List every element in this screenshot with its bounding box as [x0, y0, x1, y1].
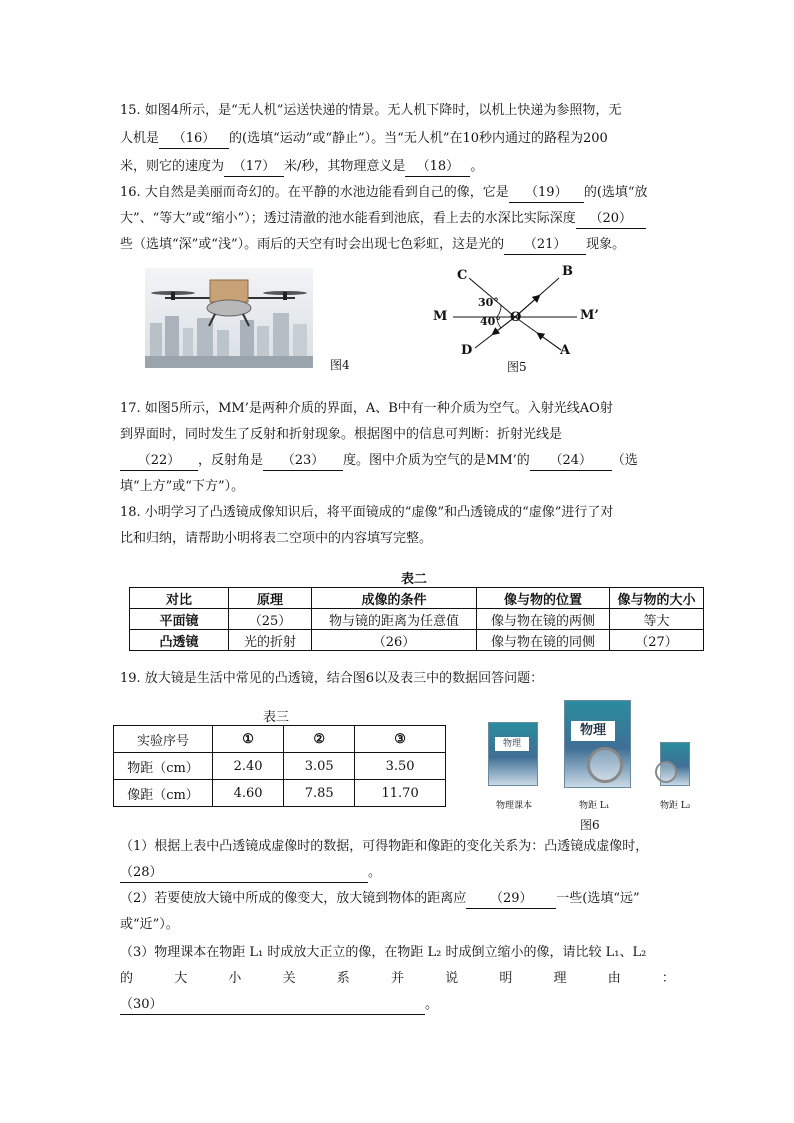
blank-18[interactable]: （18）: [405, 158, 470, 177]
label-A: A: [560, 343, 571, 358]
table-cell: 11.70: [355, 780, 446, 807]
q15-text: 米/秒，其物理意义是: [284, 159, 406, 174]
q15-text: 的(选填“运动”或“静止”）。当“无人机”在10秒内通过的路程为200: [229, 131, 608, 146]
fig5-caption: 图5: [507, 360, 527, 374]
label-M: M: [433, 309, 448, 324]
table-header: ①: [213, 726, 284, 753]
q15-line3: [120, 156, 680, 178]
char: 系: [336, 971, 350, 986]
sub3-spread-text: [120, 968, 675, 990]
table-cell: 7.85: [284, 780, 355, 807]
table-header-row: [130, 588, 704, 609]
table-cell: 物与镜的距离为任意值: [312, 609, 477, 630]
q18-line1: 18. 小明学习了凸透镜成像知识后，将平面镜成的“虚像”和凸透镜成的“虚像”进行了对: [120, 505, 614, 520]
blank-25[interactable]: （25）: [229, 609, 312, 630]
q17-text: 度。图中介质为空气的是MM’的: [343, 453, 530, 468]
fig6-label-1: 物理课本: [496, 801, 533, 811]
table-header: 原理: [229, 588, 312, 609]
table-cell: 4.60: [213, 780, 284, 807]
label-angle-40: 40°: [480, 315, 501, 328]
table-cell: 3.05: [284, 753, 355, 780]
table-cell: 像与物在镜的同侧: [477, 630, 610, 651]
label-O: O: [510, 310, 522, 325]
char: 大: [174, 971, 188, 986]
blank-27[interactable]: （27）: [610, 630, 704, 651]
book-title: 物理: [571, 721, 615, 741]
q17-line2: 到界面时，同时发生了反射和折射现象。根据图中的信息可判断：折射光线是: [120, 427, 563, 442]
blank-20[interactable]: （20）: [576, 210, 646, 229]
q17-line4: 填“上方”或“下方”）。: [120, 479, 245, 494]
drone-image: [145, 268, 313, 368]
blank-29[interactable]: （29）: [466, 890, 556, 909]
char: 由: [607, 971, 621, 986]
char: 并: [390, 971, 404, 986]
q19-line1: 19. 放大镜是生活中常见的凸透镜，结合图6以及表三中的数据回答问题：: [120, 671, 544, 686]
book-title: 物理: [495, 737, 529, 751]
sub2-text: （2）若要使放大镜中所成的像变大，放大镜到物体的距离应: [120, 891, 467, 906]
sub2-text: 一些(选填“远”: [556, 891, 640, 906]
q15-text: 米，则它的速度为: [120, 159, 225, 174]
q17-line1: 17. 如图5所示，MM’是两种介质的界面，A、B中有一种介质为空气。入射光线AO射: [120, 401, 613, 416]
char: 理: [553, 971, 567, 986]
table-cell: 平面镜: [130, 609, 229, 630]
table-header: 像与物的位置: [477, 588, 610, 609]
char: 的: [120, 971, 134, 986]
table-header: 像与物的大小: [610, 588, 704, 609]
table-cell: 3.50: [355, 753, 446, 780]
textbook-small-image: [660, 742, 690, 786]
table-cell: 2.40: [213, 753, 284, 780]
q16-line3: [120, 234, 680, 256]
fig6-caption: 图6: [580, 818, 600, 832]
blank-26[interactable]: （26）: [312, 630, 477, 651]
blank-21[interactable]: （21）: [504, 236, 586, 255]
sub3-end: 。: [425, 997, 439, 1012]
label-D: D: [461, 343, 473, 358]
blank-23[interactable]: （23）: [263, 452, 343, 471]
q16-text: 的(选填“放: [583, 185, 648, 200]
table-header: ③: [355, 726, 446, 753]
blank-30[interactable]: （30）: [120, 996, 425, 1015]
table3-title: 表三: [263, 710, 290, 725]
table-row: [130, 630, 704, 651]
q17-line3: [120, 450, 680, 472]
textbook-magnified-image: [564, 700, 631, 788]
table-row: [114, 780, 446, 807]
q15-line1: 15. 如图4所示，是“无人机”运送快递的情景。无人机下降时，以机上快递为参照物，无: [120, 103, 622, 118]
q16-line1: [120, 182, 680, 204]
sub3-line1: （3）物理课本在物距 L₁ 时成放大正立的像，在物距 L₂ 时成倒立缩小的像，请比较 L₁、L₂: [120, 945, 647, 960]
q16-text: 16. 大自然是美丽而奇幻的。在平静的水池边能看到自己的像，它是: [120, 185, 509, 200]
char: 小: [228, 971, 242, 986]
fig6-label-2: 物距 L₁: [579, 801, 610, 811]
table-row: [114, 753, 446, 780]
q16-text: 现象。: [586, 237, 626, 252]
blank-22[interactable]: （22）: [120, 452, 198, 471]
table-cell: 光的折射: [229, 630, 312, 651]
table-cell: 等大: [610, 609, 704, 630]
sub2-line1: [120, 888, 680, 910]
q16-line2: [120, 208, 680, 230]
label-M-prime: M’: [580, 308, 599, 323]
sub1-line1: （1）根据上表中凸透镜成虚像时的数据，可得物距和像距的变化关系为：凸透镜成虚像时，: [120, 839, 649, 854]
q15-text: 人机是: [120, 131, 160, 146]
table-header-row: [114, 726, 446, 753]
fig4-caption: 图4: [330, 358, 350, 372]
blank-24[interactable]: （24）: [530, 452, 612, 471]
label-B: B: [562, 264, 573, 279]
q16-text: 些（选填“深”或“浅”）。雨后的天空有时会出现七色彩虹，这是光的: [120, 237, 505, 252]
table-3: [113, 725, 446, 807]
char: 说: [445, 971, 459, 986]
blank-16[interactable]: （16）: [159, 130, 229, 149]
char: ：: [661, 971, 675, 986]
q15-text: 。: [470, 159, 484, 174]
sub3-line2: [120, 968, 680, 990]
blank-17[interactable]: （17）: [224, 158, 284, 177]
textbook-image: [488, 722, 538, 786]
table-2: [129, 587, 704, 651]
table-cell: 物距（cm）: [114, 753, 213, 780]
q16-text: 大”、“等大”或“缩小”）；透过清澈的池水能看到池底，看上去的水深比实际深度: [120, 211, 576, 226]
fig6-label-3: 物距 L₂: [660, 801, 691, 811]
table2-title: 表二: [401, 572, 428, 587]
magnifier-icon: [587, 747, 623, 783]
sub3-line3: [120, 994, 680, 1016]
sub1-line2: [120, 862, 680, 884]
q18-line2: 比和归纳，请帮助小明将表二空项中的内容填写完整。: [120, 531, 433, 546]
table-header: ②: [284, 726, 355, 753]
char: 明: [499, 971, 513, 986]
table-cell: 凸透镜: [130, 630, 229, 651]
char: 关: [282, 971, 296, 986]
sub1-end: 。: [368, 865, 382, 880]
table-header: 对比: [130, 588, 229, 609]
label-C: C: [457, 268, 468, 283]
table-header: 成像的条件: [312, 588, 477, 609]
q15-line2: [120, 128, 680, 150]
label-angle-30: 30°: [478, 296, 499, 309]
table-row: [130, 609, 704, 630]
table-cell: 像与物在镜的两侧: [477, 609, 610, 630]
q17-text: （选: [611, 453, 638, 468]
q17-text: ，反射角是: [198, 453, 264, 468]
magnifier-icon: [655, 761, 677, 783]
table-header: 实验序号: [114, 726, 213, 753]
blank-19[interactable]: （19）: [509, 184, 584, 203]
sub2-line2: 或“近”）。: [120, 917, 179, 932]
blank-28[interactable]: （28）: [120, 864, 368, 883]
table-cell: 像距（cm）: [114, 780, 213, 807]
